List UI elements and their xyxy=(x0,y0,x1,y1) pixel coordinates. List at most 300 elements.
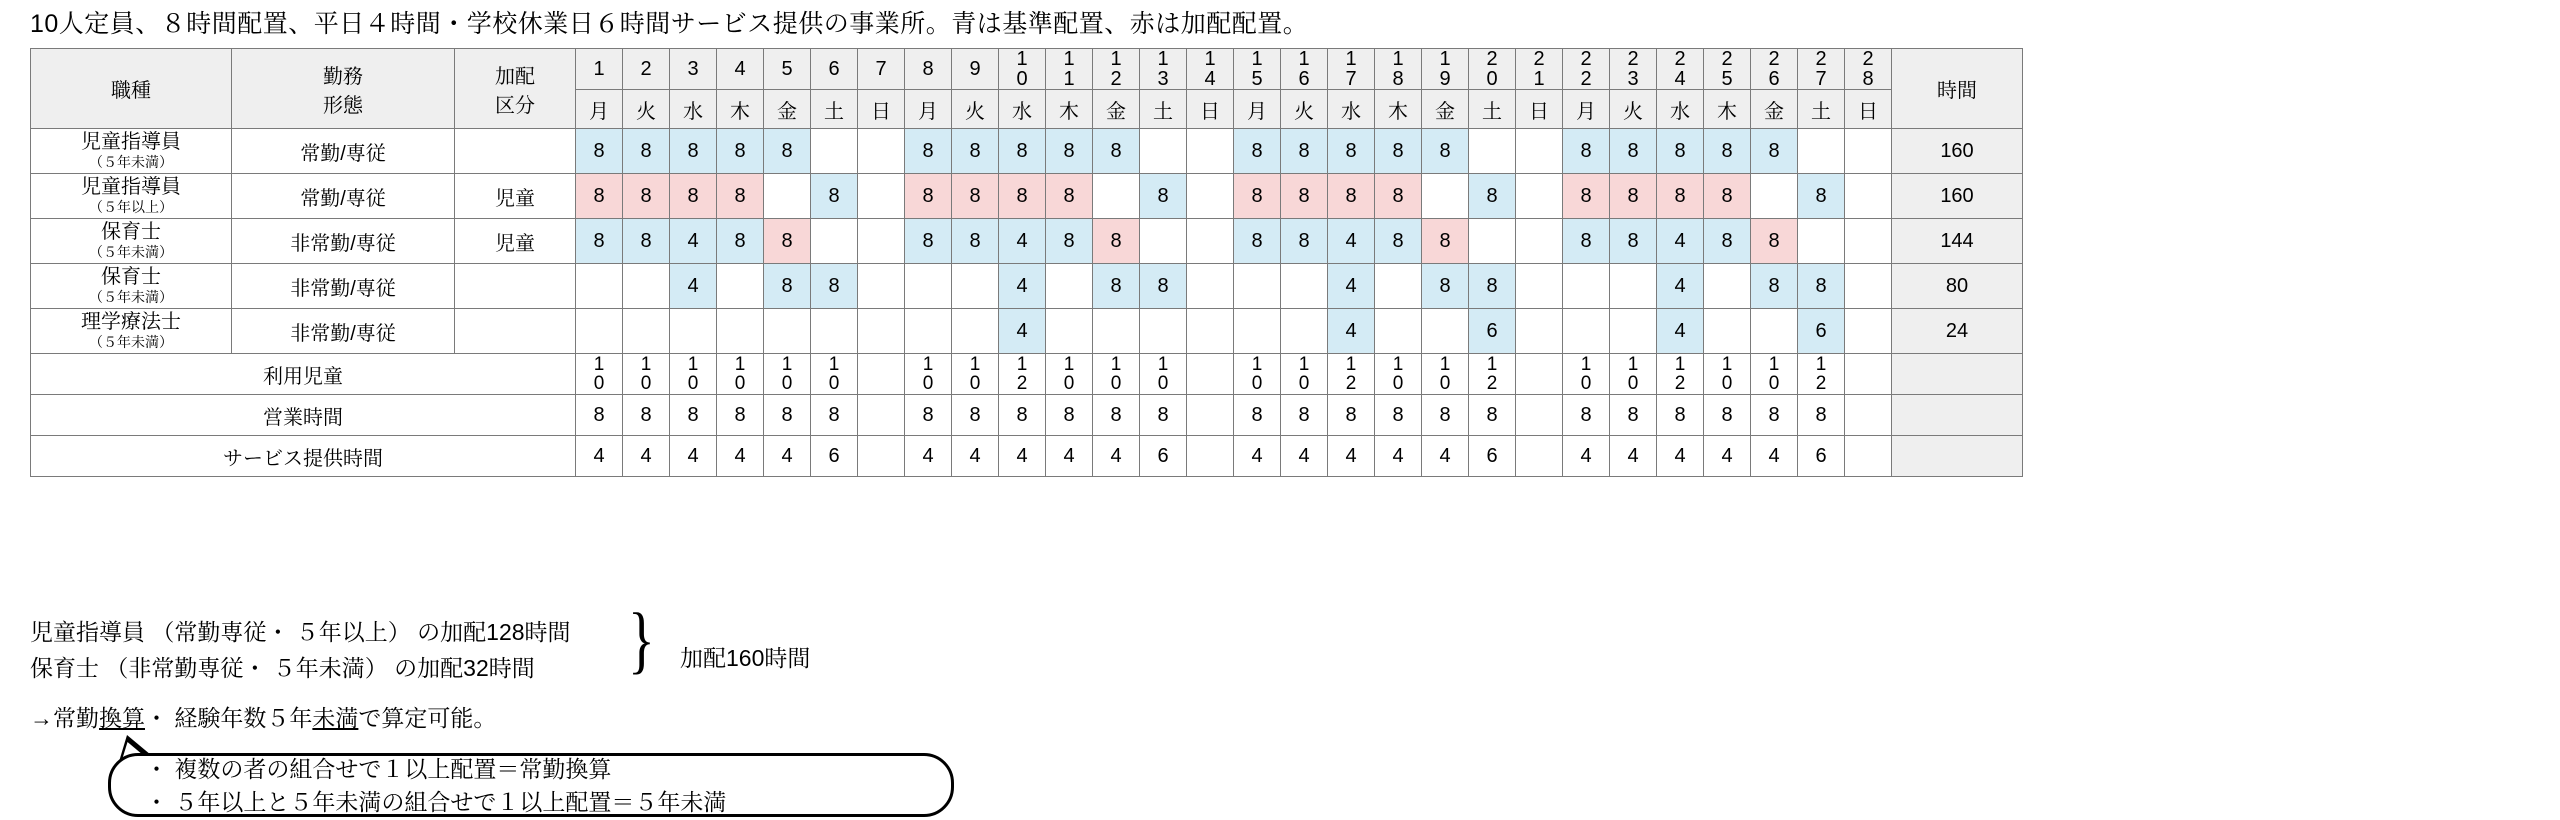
row-job-label xyxy=(31,309,232,354)
page-title: 10人定員、８時間配置、平日４時間・学校休業日６時間サービス提供の事業所。青は基準配置、赤は加配配置。 xyxy=(30,10,1309,38)
summary-cell: 1 0 xyxy=(623,354,670,395)
shift-cell: 8 xyxy=(1328,129,1375,174)
summary-cell: 8 xyxy=(1798,395,1845,436)
summary-cell: 8 xyxy=(623,395,670,436)
shift-cell xyxy=(1751,174,1798,219)
row-kahai xyxy=(455,264,576,309)
job-main: 理学療法士 xyxy=(81,311,181,334)
day-number-4: 4 xyxy=(717,49,764,90)
shift-cell xyxy=(623,264,670,309)
summary-cell: 4 xyxy=(1093,436,1140,477)
summary-row xyxy=(31,395,2023,436)
summary-cell: 6 xyxy=(1469,436,1516,477)
table-row xyxy=(31,264,2023,309)
shift-cell: 4 xyxy=(1328,219,1375,264)
shift-cell: 6 xyxy=(1798,309,1845,354)
table-head xyxy=(31,49,2023,129)
shift-cell: 8 xyxy=(623,174,670,219)
day-of-week-25: 木 xyxy=(1704,90,1751,129)
summary-cell xyxy=(1516,354,1563,395)
shift-cell: 4 xyxy=(1657,264,1704,309)
row-total-hours: 24 xyxy=(1892,309,2023,354)
summary-cell: 1 0 xyxy=(1234,354,1281,395)
day-of-week-23: 火 xyxy=(1610,90,1657,129)
day-of-week-11: 木 xyxy=(1046,90,1093,129)
row-kahai: 児童 xyxy=(455,219,576,264)
summary-cell: 4 xyxy=(1422,436,1469,477)
shift-cell: 8 xyxy=(1610,219,1657,264)
shift-cell: 8 xyxy=(999,174,1046,219)
conclusion-mid: ・ 経験年数５年 xyxy=(145,705,313,731)
day-of-week-14: 日 xyxy=(1187,90,1234,129)
shift-cell: 8 xyxy=(1046,129,1093,174)
day-of-week-17: 水 xyxy=(1328,90,1375,129)
shift-cell: 8 xyxy=(952,219,999,264)
shift-cell xyxy=(670,309,717,354)
staffing-schedule-table xyxy=(30,48,2023,477)
col-header-kahai xyxy=(455,49,576,129)
summary-cell: 8 xyxy=(1657,395,1704,436)
summary-cell: 4 xyxy=(1704,436,1751,477)
shift-cell xyxy=(858,129,905,174)
shift-cell xyxy=(858,219,905,264)
row-job-label xyxy=(31,219,232,264)
shift-cell: 8 xyxy=(764,129,811,174)
day-number-16: 1 6 xyxy=(1281,49,1328,90)
row-work-form: 非常勤/専従 xyxy=(232,264,455,309)
summary-cell: 1 0 xyxy=(1563,354,1610,395)
summary-cell: 8 xyxy=(1281,395,1328,436)
summary-cell: 1 0 xyxy=(576,354,623,395)
summary-cell: 4 xyxy=(1046,436,1093,477)
shift-cell: 8 xyxy=(1610,129,1657,174)
shift-cell: 8 xyxy=(1422,129,1469,174)
day-number-26: 2 6 xyxy=(1751,49,1798,90)
day-number-13: 1 3 xyxy=(1140,49,1187,90)
shift-cell: 8 xyxy=(1704,129,1751,174)
shift-cell xyxy=(1610,264,1657,309)
shift-cell xyxy=(1845,264,1892,309)
callout-line-1: ・ 複数の者の組合せで１以上配置＝常勤換算 xyxy=(145,756,612,782)
shift-cell: 8 xyxy=(1563,129,1610,174)
conclusion-pre: →常勤 xyxy=(30,705,99,731)
day-number-17: 1 7 xyxy=(1328,49,1375,90)
row-kahai xyxy=(455,309,576,354)
summary-cell: 1 0 xyxy=(1704,354,1751,395)
summary-cell: 4 xyxy=(576,436,623,477)
shift-cell xyxy=(905,264,952,309)
shift-cell xyxy=(1187,309,1234,354)
job-sub: （５年未満） xyxy=(89,244,173,261)
row-kahai: 児童 xyxy=(455,174,576,219)
row-work-form: 非常勤/専従 xyxy=(232,309,455,354)
summary-cell: 4 xyxy=(670,436,717,477)
day-of-week-6: 土 xyxy=(811,90,858,129)
kahai-line2: 区分 xyxy=(495,94,535,117)
summary-cell: 1 2 xyxy=(1469,354,1516,395)
table-row xyxy=(31,219,2023,264)
shift-cell xyxy=(952,309,999,354)
summary-cell: 1 0 xyxy=(1281,354,1328,395)
shift-cell xyxy=(1046,309,1093,354)
summary-cell: 6 xyxy=(1140,436,1187,477)
shift-cell xyxy=(717,264,764,309)
shift-cell: 8 xyxy=(1563,219,1610,264)
shift-cell: 8 xyxy=(1375,174,1422,219)
summary-cell: 6 xyxy=(1798,436,1845,477)
note-line-2: 保育士 （非常勤専従・ ５年未満） の加配32時間 xyxy=(30,654,535,681)
summary-cell xyxy=(1516,436,1563,477)
summary-cell: 1 0 xyxy=(1140,354,1187,395)
shift-cell: 8 xyxy=(1046,174,1093,219)
shift-cell: 4 xyxy=(1657,219,1704,264)
shift-cell xyxy=(764,174,811,219)
shift-cell xyxy=(1704,309,1751,354)
day-number-27: 2 7 xyxy=(1798,49,1845,90)
shift-cell xyxy=(1845,219,1892,264)
shift-cell xyxy=(764,309,811,354)
shift-cell xyxy=(1704,264,1751,309)
day-number-8: 8 xyxy=(905,49,952,90)
summary-cell: 1 2 xyxy=(1328,354,1375,395)
shift-cell xyxy=(1375,309,1422,354)
shift-cell: 8 xyxy=(952,174,999,219)
callout-box xyxy=(108,753,954,817)
shift-cell xyxy=(1281,309,1328,354)
day-number-20: 2 0 xyxy=(1469,49,1516,90)
shift-cell xyxy=(1469,129,1516,174)
summary-row xyxy=(31,354,2023,395)
summary-cell: 4 xyxy=(623,436,670,477)
day-number-25: 2 5 xyxy=(1704,49,1751,90)
row-job-label xyxy=(31,264,232,309)
shift-cell xyxy=(576,309,623,354)
summary-cell: 8 xyxy=(1422,395,1469,436)
day-of-week-15: 月 xyxy=(1234,90,1281,129)
row-work-form: 非常勤/専従 xyxy=(232,219,455,264)
summary-cell: 4 xyxy=(1234,436,1281,477)
shift-cell: 8 xyxy=(1093,264,1140,309)
summary-hours xyxy=(1892,436,2023,477)
shift-cell: 8 xyxy=(952,129,999,174)
summary-hours xyxy=(1892,354,2023,395)
shift-cell: 8 xyxy=(811,264,858,309)
summary-cell: 8 xyxy=(717,395,764,436)
shift-cell xyxy=(1516,264,1563,309)
summary-cell: 4 xyxy=(1751,436,1798,477)
day-number-5: 5 xyxy=(764,49,811,90)
shift-cell: 8 xyxy=(670,129,717,174)
summary-cell: 1 0 xyxy=(764,354,811,395)
shift-cell: 8 xyxy=(1281,174,1328,219)
shift-cell: 8 xyxy=(764,264,811,309)
summary-cell: 1 0 xyxy=(1375,354,1422,395)
shift-cell: 4 xyxy=(1328,264,1375,309)
shift-cell xyxy=(1516,174,1563,219)
day-of-week-7: 日 xyxy=(858,90,905,129)
shift-cell xyxy=(1845,174,1892,219)
shift-cell: 8 xyxy=(1657,174,1704,219)
day-number-1: 1 xyxy=(576,49,623,90)
day-of-week-28: 日 xyxy=(1845,90,1892,129)
day-number-21: 2 1 xyxy=(1516,49,1563,90)
callout-line-2: ・ ５年以上と５年未満の組合せで１以上配置＝５年未満 xyxy=(145,789,727,816)
row-total-hours: 80 xyxy=(1892,264,2023,309)
shift-cell: 8 xyxy=(1234,129,1281,174)
summary-cell: 4 xyxy=(717,436,764,477)
day-of-week-10: 水 xyxy=(999,90,1046,129)
shift-cell xyxy=(811,129,858,174)
shift-cell xyxy=(717,309,764,354)
shift-cell xyxy=(1187,174,1234,219)
day-of-week-1: 月 xyxy=(576,90,623,129)
shift-cell: 8 xyxy=(1798,174,1845,219)
row-kahai xyxy=(455,129,576,174)
summary-cell: 8 xyxy=(1140,395,1187,436)
summary-cell: 6 xyxy=(811,436,858,477)
shift-cell xyxy=(1187,219,1234,264)
summary-cell: 8 xyxy=(952,395,999,436)
day-number-9: 9 xyxy=(952,49,999,90)
shift-cell xyxy=(1563,264,1610,309)
notes-block xyxy=(30,615,571,686)
shift-cell: 8 xyxy=(1375,129,1422,174)
job-main: 保育士 xyxy=(101,266,161,289)
shift-cell: 8 xyxy=(1704,219,1751,264)
day-of-week-9: 火 xyxy=(952,90,999,129)
shift-cell: 8 xyxy=(1093,129,1140,174)
shift-cell: 4 xyxy=(1328,309,1375,354)
job-sub: （５年以上） xyxy=(89,199,173,216)
shift-cell xyxy=(858,174,905,219)
shift-cell xyxy=(1234,309,1281,354)
shift-cell: 8 xyxy=(576,174,623,219)
summary-label: サービス提供時間 xyxy=(31,436,576,477)
summary-cell: 8 xyxy=(670,395,717,436)
day-of-week-27: 土 xyxy=(1798,90,1845,129)
shift-cell: 8 xyxy=(1798,264,1845,309)
day-number-28: 2 8 xyxy=(1845,49,1892,90)
day-number-3: 3 xyxy=(670,49,717,90)
shift-cell: 8 xyxy=(1140,174,1187,219)
summary-cell: 4 xyxy=(1657,436,1704,477)
row-total-hours: 160 xyxy=(1892,129,2023,174)
shift-cell: 8 xyxy=(1751,219,1798,264)
summary-cell: 4 xyxy=(764,436,811,477)
day-of-week-5: 金 xyxy=(764,90,811,129)
shift-cell: 8 xyxy=(1751,264,1798,309)
summary-cell: 8 xyxy=(1610,395,1657,436)
shift-cell: 8 xyxy=(717,219,764,264)
summary-cell: 8 xyxy=(576,395,623,436)
summary-cell: 4 xyxy=(1610,436,1657,477)
summary-cell: 4 xyxy=(1563,436,1610,477)
shift-cell xyxy=(1798,219,1845,264)
summary-cell: 1 0 xyxy=(811,354,858,395)
shift-cell: 8 xyxy=(576,219,623,264)
day-number-24: 2 4 xyxy=(1657,49,1704,90)
summary-cell xyxy=(1187,354,1234,395)
shift-cell xyxy=(1234,264,1281,309)
shift-cell: 8 xyxy=(670,174,717,219)
day-number-11: 1 1 xyxy=(1046,49,1093,90)
shift-cell xyxy=(1140,219,1187,264)
workform-line1: 勤務 xyxy=(323,65,363,88)
shift-cell: 8 xyxy=(905,174,952,219)
shift-cell: 6 xyxy=(1469,309,1516,354)
summary-cell: 1 0 xyxy=(1093,354,1140,395)
summary-cell: 1 0 xyxy=(1422,354,1469,395)
shift-cell: 8 xyxy=(811,174,858,219)
shift-cell: 8 xyxy=(717,129,764,174)
day-of-week-13: 土 xyxy=(1140,90,1187,129)
summary-row xyxy=(31,436,2023,477)
shift-cell xyxy=(1751,309,1798,354)
shift-cell: 8 xyxy=(1234,174,1281,219)
day-of-week-16: 火 xyxy=(1281,90,1328,129)
shift-cell xyxy=(1516,129,1563,174)
brace-glyph: } xyxy=(628,598,655,682)
note-line-1: 児童指導員 （常勤専従・ ５年以上） の加配128時間 xyxy=(30,619,571,645)
col-header-workform xyxy=(232,49,455,129)
summary-cell: 8 xyxy=(1046,395,1093,436)
shift-cell: 8 xyxy=(623,219,670,264)
summary-cell xyxy=(1845,354,1892,395)
shift-cell xyxy=(858,264,905,309)
table-body xyxy=(31,129,2023,477)
day-of-week-2: 火 xyxy=(623,90,670,129)
shift-cell xyxy=(576,264,623,309)
shift-cell xyxy=(1516,309,1563,354)
shift-cell xyxy=(1140,129,1187,174)
summary-label: 営業時間 xyxy=(31,395,576,436)
shift-cell: 4 xyxy=(670,264,717,309)
day-number-23: 2 3 xyxy=(1610,49,1657,90)
summary-cell: 8 xyxy=(999,395,1046,436)
shift-cell: 4 xyxy=(999,219,1046,264)
shift-cell: 8 xyxy=(1328,174,1375,219)
shift-cell xyxy=(623,309,670,354)
job-main: 児童指導員 xyxy=(81,176,181,199)
summary-cell: 4 xyxy=(1375,436,1422,477)
summary-cell: 8 xyxy=(1469,395,1516,436)
shift-cell: 8 xyxy=(1093,219,1140,264)
shift-cell: 8 xyxy=(623,129,670,174)
shift-cell: 8 xyxy=(576,129,623,174)
day-number-22: 2 2 xyxy=(1563,49,1610,90)
summary-cell: 4 xyxy=(952,436,999,477)
summary-cell: 4 xyxy=(1328,436,1375,477)
summary-cell xyxy=(1845,436,1892,477)
shift-cell xyxy=(1093,174,1140,219)
summary-cell: 1 2 xyxy=(1798,354,1845,395)
shift-cell: 8 xyxy=(1422,219,1469,264)
shift-cell: 8 xyxy=(717,174,764,219)
day-of-week-24: 水 xyxy=(1657,90,1704,129)
summary-cell: 1 0 xyxy=(952,354,999,395)
summary-cell: 1 2 xyxy=(1657,354,1704,395)
day-number-6: 6 xyxy=(811,49,858,90)
shift-cell xyxy=(1563,309,1610,354)
table-row xyxy=(31,129,2023,174)
summary-cell: 8 xyxy=(905,395,952,436)
shift-cell xyxy=(811,309,858,354)
header-row-daynumbers xyxy=(31,49,2023,90)
shift-cell: 8 xyxy=(1422,264,1469,309)
day-number-10: 1 0 xyxy=(999,49,1046,90)
day-of-week-22: 月 xyxy=(1563,90,1610,129)
day-of-week-26: 金 xyxy=(1751,90,1798,129)
summary-cell xyxy=(1187,395,1234,436)
day-number-18: 1 8 xyxy=(1375,49,1422,90)
shift-cell xyxy=(1187,264,1234,309)
shift-cell: 8 xyxy=(1751,129,1798,174)
workform-line2: 形態 xyxy=(323,94,363,117)
job-sub: （５年未満） xyxy=(89,289,173,306)
conclusion-underline-2: 未満 xyxy=(312,705,359,731)
summary-cell: 8 xyxy=(811,395,858,436)
summary-cell: 1 0 xyxy=(717,354,764,395)
shift-cell: 4 xyxy=(999,309,1046,354)
summary-cell xyxy=(1187,436,1234,477)
col-header-job: 職種 xyxy=(31,49,232,129)
summary-cell xyxy=(1516,395,1563,436)
row-total-hours: 160 xyxy=(1892,174,2023,219)
shift-cell xyxy=(1516,219,1563,264)
shift-cell: 8 xyxy=(1563,174,1610,219)
shift-cell xyxy=(1469,219,1516,264)
summary-cell: 1 0 xyxy=(1046,354,1093,395)
table-row xyxy=(31,174,2023,219)
shift-cell: 4 xyxy=(1657,309,1704,354)
shift-cell: 8 xyxy=(1657,129,1704,174)
job-main: 児童指導員 xyxy=(81,131,181,154)
day-number-14: 1 4 xyxy=(1187,49,1234,90)
col-header-hours: 時間 xyxy=(1892,49,2023,129)
shift-cell xyxy=(1422,174,1469,219)
day-of-week-3: 水 xyxy=(670,90,717,129)
shift-cell: 8 xyxy=(1046,219,1093,264)
shift-cell: 8 xyxy=(1281,219,1328,264)
shift-cell xyxy=(905,309,952,354)
shift-cell: 4 xyxy=(999,264,1046,309)
conclusion-line xyxy=(30,700,496,733)
day-of-week-19: 金 xyxy=(1422,90,1469,129)
summary-cell: 8 xyxy=(1093,395,1140,436)
shift-cell xyxy=(1798,129,1845,174)
table-row xyxy=(31,309,2023,354)
summary-cell xyxy=(858,395,905,436)
day-number-19: 1 9 xyxy=(1422,49,1469,90)
summary-cell xyxy=(858,354,905,395)
summary-cell: 8 xyxy=(1751,395,1798,436)
shift-cell xyxy=(1281,264,1328,309)
summary-cell: 1 0 xyxy=(670,354,717,395)
summary-cell: 8 xyxy=(764,395,811,436)
shift-cell xyxy=(1046,264,1093,309)
shift-cell xyxy=(858,309,905,354)
summary-cell: 8 xyxy=(1704,395,1751,436)
summary-cell: 4 xyxy=(1281,436,1328,477)
summary-cell: 1 2 xyxy=(999,354,1046,395)
day-number-15: 1 5 xyxy=(1234,49,1281,90)
row-work-form: 常勤/専従 xyxy=(232,129,455,174)
day-of-week-18: 木 xyxy=(1375,90,1422,129)
row-job-label xyxy=(31,174,232,219)
row-total-hours: 144 xyxy=(1892,219,2023,264)
shift-cell: 8 xyxy=(1375,219,1422,264)
job-sub: （５年未満） xyxy=(89,334,173,351)
